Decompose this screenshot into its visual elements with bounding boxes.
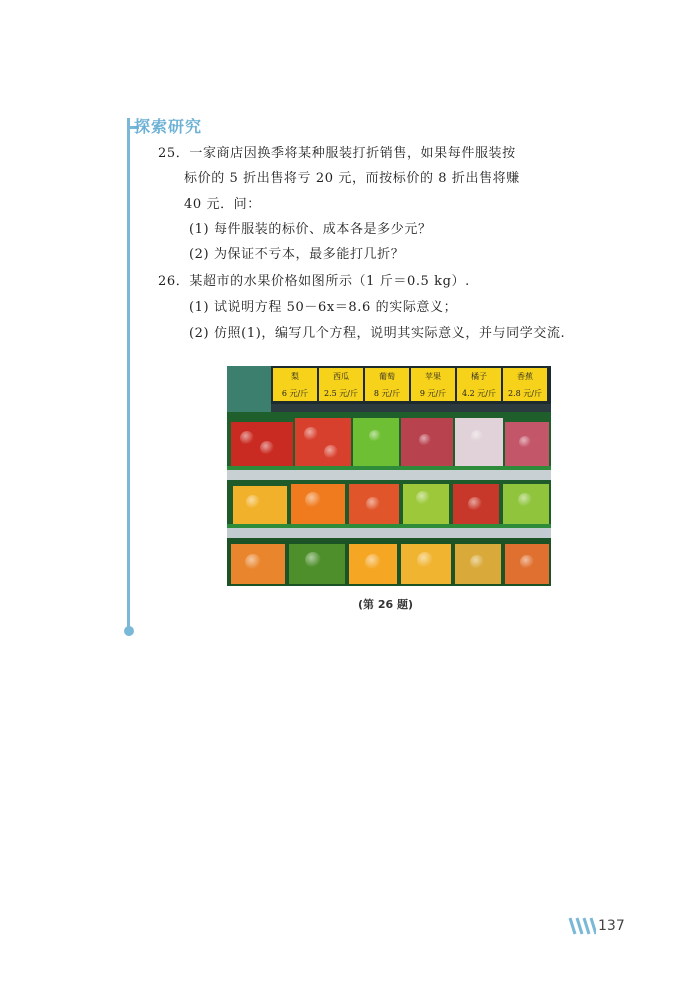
price-sign-orange-price: 4.2 元/斤: [462, 389, 496, 398]
price-sign-orange-name: 橘子: [471, 372, 487, 381]
problem-25-line-3: 40 元．问：: [184, 197, 261, 212]
problem-25-line-1: 25．一家商店因换季将某种服装打折销售，如果每件服装按: [158, 146, 516, 161]
problem-26-line-1: 26．某超市的水果价格如图所示（1 斤＝0.5 kg）.: [158, 274, 470, 289]
price-sign-banana: [503, 368, 547, 401]
shelf-bottom-row: [227, 528, 551, 586]
page-footer: [568, 917, 625, 935]
price-sign-pear: [273, 368, 317, 401]
section-rail: [127, 118, 130, 630]
section-title: 探索研究: [134, 117, 203, 136]
price-sign-apple-price: 9 元/斤: [419, 389, 447, 398]
price-sign-apple: [411, 368, 455, 401]
price-sign-apple-name: 苹果: [425, 372, 441, 381]
figure-caption: (第 26 题): [358, 598, 414, 611]
price-sign-watermelon-price: 2.5 元/斤: [324, 389, 358, 398]
problem-26-subquestion-1: (1) 试说明方程 50－6x＝8.6 的实际意义；: [189, 300, 458, 315]
problem-25-line-2: 标价的 5 折出售将亏 20 元，而按标价的 8 折出售将赚: [184, 171, 520, 186]
price-sign-pear-name: 梨: [291, 372, 299, 381]
page-number: 137: [598, 918, 625, 934]
shelf-top-row: [227, 412, 551, 470]
price-sign-pear-price: 6 元/斤: [281, 389, 309, 398]
problem-25-subquestion-1: (1) 每件服装的标价、成本各是多少元？: [189, 222, 432, 237]
fruit-shelf-photo: [227, 366, 551, 586]
page-stripes-icon: [568, 917, 596, 935]
price-sign-grape-name: 葡萄: [379, 372, 395, 381]
problem-26-subquestion-2: (2) 仿照(1)，编写几个方程，说明其实际意义，并与同学交流.: [189, 326, 566, 341]
price-sign-banana-name: 香蕉: [517, 372, 533, 381]
problem-25-subquestion-2: (2) 为保证不亏本，最多能打几折？: [189, 247, 405, 262]
price-sign-banana-price: 2.8 元/斤: [508, 389, 542, 398]
shelf-middle-row: [227, 470, 551, 528]
price-sign-watermelon-name: 西瓜: [333, 372, 349, 381]
price-sign-grape: [365, 368, 409, 401]
price-sign-watermelon: [319, 368, 363, 401]
price-sign-orange: [457, 368, 501, 401]
price-sign-grape-price: 8 元/斤: [373, 389, 401, 398]
section-rail-end-dot: [124, 626, 134, 636]
